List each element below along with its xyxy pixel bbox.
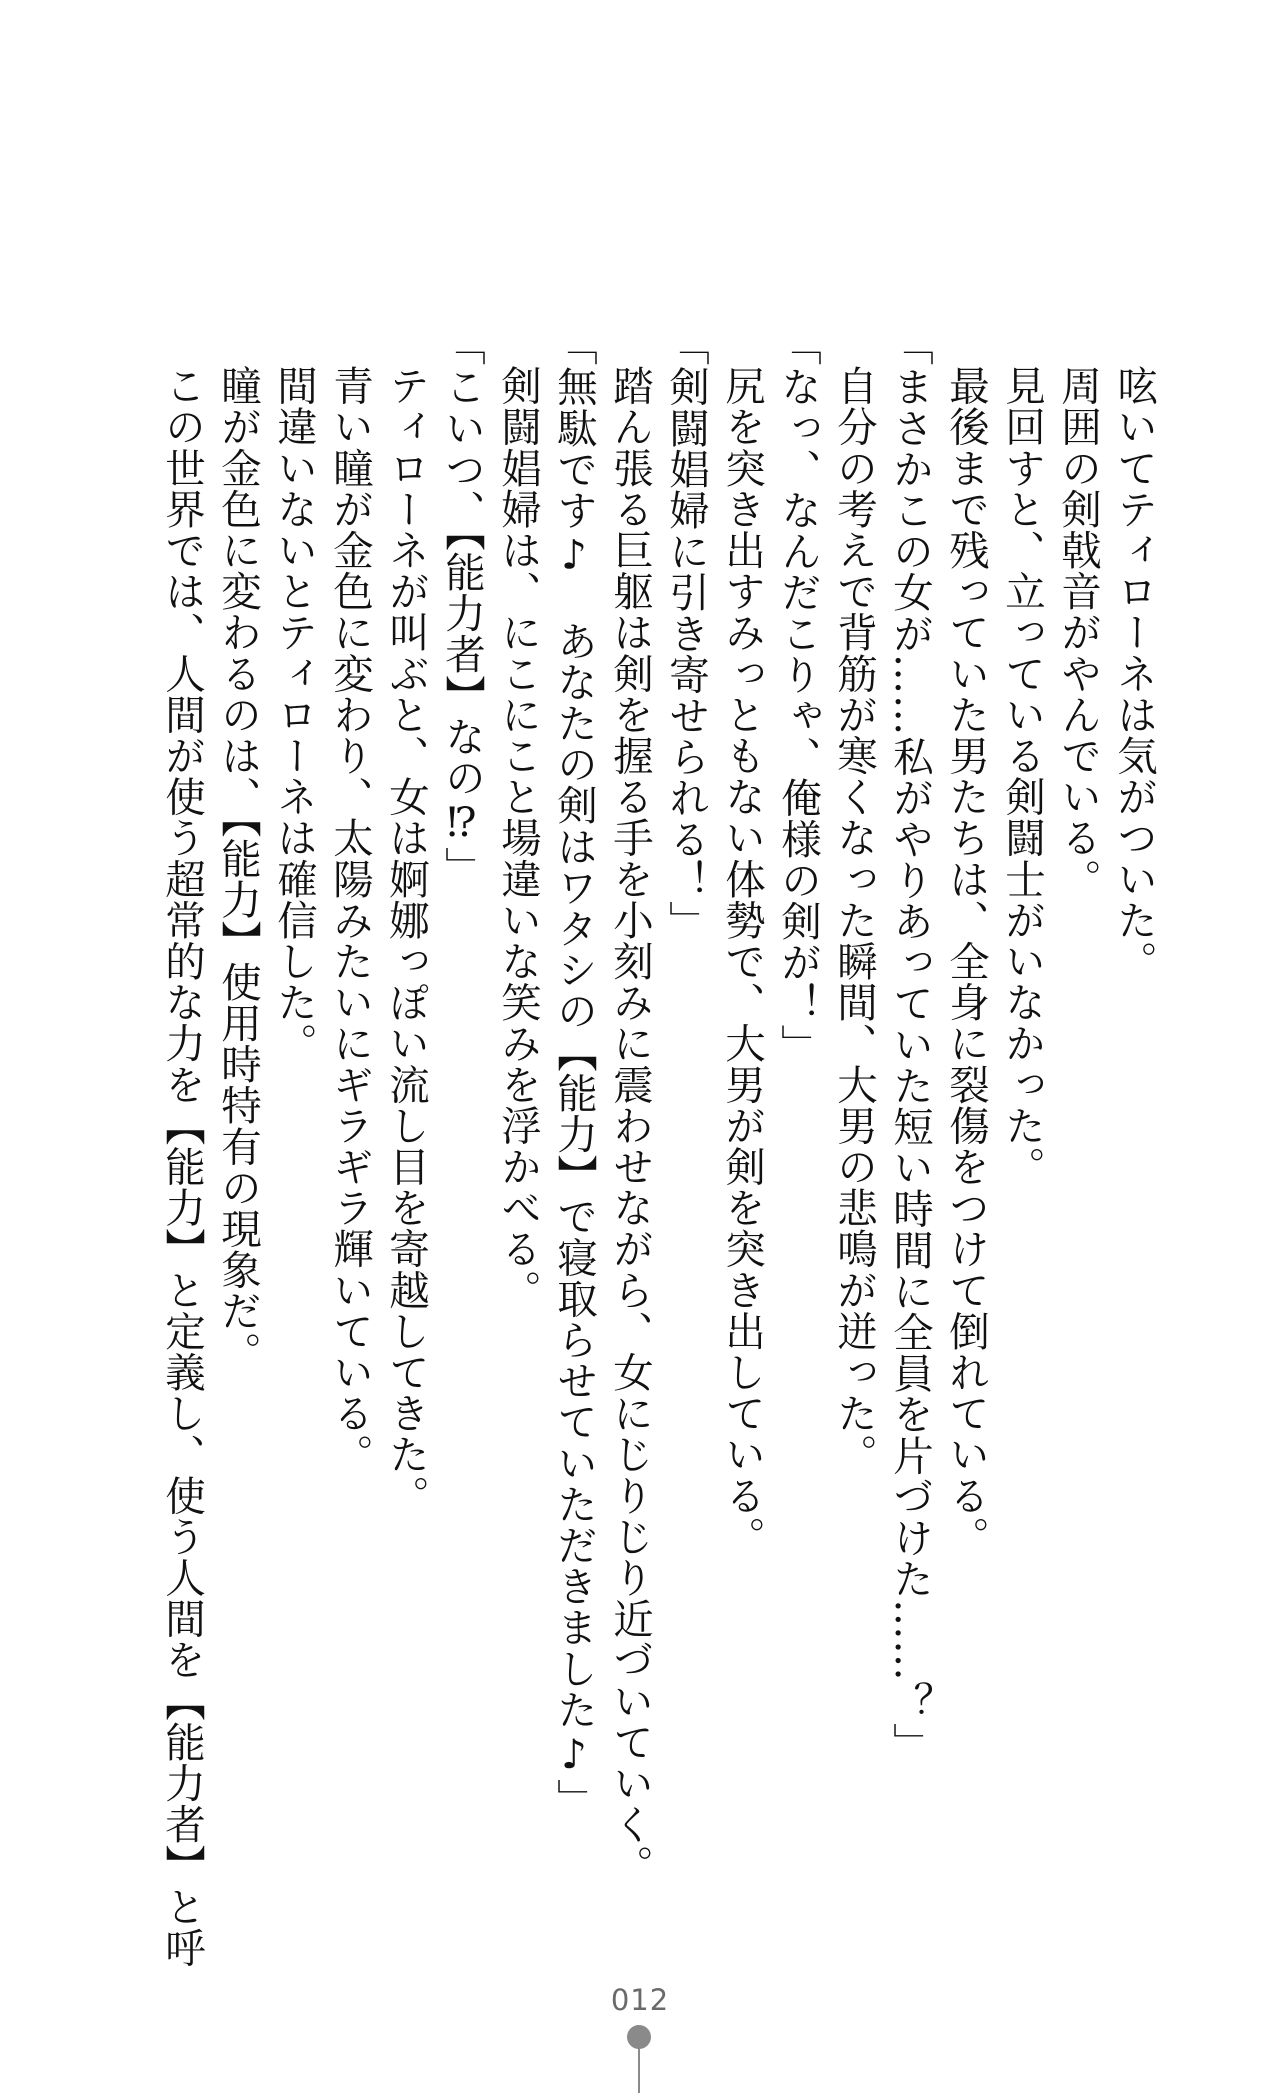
dialogue-line: 「無駄です♪ あなたの剣はワタシの【能力】で寝取らせていただきました♪」 bbox=[550, 325, 598, 1820]
text-line: 周囲の剣戟音がやんでいる。 bbox=[1054, 365, 1102, 900]
text-line: 青い瞳が金色に変わり、太陽みたいにギラギラ輝いている。 bbox=[326, 365, 374, 1475]
dialogue-line: 「剣闘娼婦に引き寄せられる！」 bbox=[662, 325, 710, 942]
text-line: 尻を突き出すみっともない体勢で、大男が剣を突き出している。 bbox=[718, 365, 766, 1557]
text-line: 剣闘娼婦は、にこにこと場違いな笑みを浮かべる。 bbox=[494, 365, 542, 1311]
text-line: 呟いてティローネは気がついた。 bbox=[1110, 365, 1158, 982]
page-number: 012 bbox=[610, 1983, 670, 2017]
text-line: 自分の考えで背筋が寒くなった瞬間、大男の悲鳴が迸った。 bbox=[830, 365, 878, 1475]
text-line: ティローネが叫ぶと、女は婀娜っぽい流し目を寄越してきた。 bbox=[382, 365, 430, 1516]
dialogue-line: 「こいつ、【能力者】なの⁉」 bbox=[438, 325, 486, 888]
vertical-text-block bbox=[152, 325, 1162, 1968]
text-line: 瞳が金色に変わるのは、【能力】使用時特有の現象だ。 bbox=[214, 365, 262, 1373]
text-line: この世界では、人間が使う超常的な力を【能力】と定義し、使う人間を【能力者】と呼 bbox=[158, 365, 206, 1968]
dialogue-line: 「なっ、なんだこりゃ、俺様の剣が！」 bbox=[774, 325, 822, 1065]
text-line: 間違いないとティローネは確信した。 bbox=[270, 365, 318, 1064]
text-line: 最後まで残っていた男たちは、全身に裂傷をつけて倒れている。 bbox=[942, 365, 990, 1557]
dialogue-line: 「まさかこの女が……私がやりあっていた短い時間に全員を片づけた……？」 bbox=[886, 325, 934, 1764]
text-line: 見回すと、立っている剣闘士がいなかった。 bbox=[998, 365, 1046, 1187]
text-line: 踏ん張る巨躯は剣を握る手を小刻みに震わせながら、女にじりじり近づいていく。 bbox=[606, 365, 654, 1886]
page-marker-line bbox=[638, 2045, 640, 2093]
